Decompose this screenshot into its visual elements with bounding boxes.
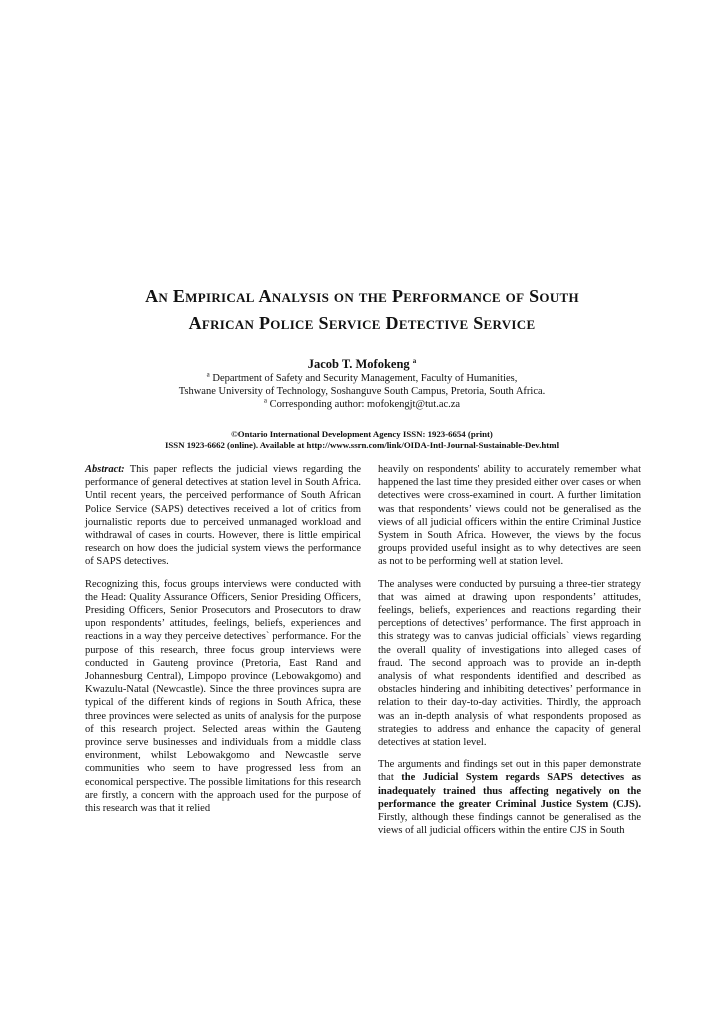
paper-title — [72, 283, 652, 337]
corresponding-author-text: Corresponding author: mofokengjt@tut.ac.za — [269, 399, 461, 410]
affiliation-line-1 — [72, 372, 652, 385]
publisher-block — [72, 429, 652, 451]
abstract-paragraph-5-regular-start: The arguments and findings set out in this paper demonstrate that — [378, 759, 641, 784]
corresponding-author-line — [72, 398, 652, 411]
affiliation-superscript: a — [206, 370, 210, 379]
abstract-label: Abstract: — [85, 464, 125, 475]
corresponding-superscript: a — [263, 396, 267, 405]
abstract-paragraph-1 — [85, 463, 361, 569]
abstract-paragraph-1-text: This paper reflects the judicial views regarding the performance of general detectives at station level in South Africa. Until recent years, the perceived performance of South African Police Service (SAPS) detectives received a lot of critics from journalistic reports due to perceived unmanaged workload and withdrawal of cases in courts. However, there is little empirical research on how does the judicial system views the performance of SAPS detectives. — [85, 464, 361, 568]
left-column — [85, 463, 361, 824]
affiliation-line-2: Tshwane University of Technology, Soshanguve South Campus, Pretoria, South Africa. — [178, 386, 546, 397]
publisher-line-1: ©Ontario International Development Agency ISSN: 1923-6654 (print) — [231, 429, 493, 439]
author-superscript: a — [412, 356, 417, 365]
affiliation-line-1-text: Department of Safety and Security Management, Faculty of Humanities, — [212, 373, 518, 384]
author-name — [72, 356, 652, 372]
abstract-paragraph-5 — [378, 758, 641, 837]
abstract-paragraph-5-regular-end: Firstly, although these findings cannot be generalised as the views of all judicial officers within the entire CJS in South — [378, 812, 641, 837]
abstract-paragraph-3: heavily on respondents' ability to accurately remember what happened the last time they presided either over cases or when detectives were cross-examined in court. A further limitation was that respondents’ views could not be generalised as the views of all judicial officers within the entire Criminal Justice System in South Africa. However, the views by the focus groups provided useful insight as to why detectives are seen as not to be performing well at station level. — [378, 464, 641, 568]
right-column — [378, 463, 641, 846]
paper-title-line-1: An Empirical Analysis on the Performance of South — [145, 286, 579, 306]
publisher-line-2: ISSN 1923-6662 (online). Available at http://www.ssrn.com/link/OIDA-Intl-Journal-Sustainable-Dev.html — [164, 440, 560, 450]
abstract-paragraph-5-bold-run: the Judicial System regards SAPS detectives as inadequately trained thus affecting negatively on the performance the greater Criminal Justice System (CJS). — [378, 772, 641, 810]
abstract-paragraph-2: Recognizing this, focus groups interviews were conducted with the Head: Quality Assurance Officers, Senior Presiding Officers, Presiding Officers, Senior Prosecutors and Prosecutors to draw upon respondents’ attitudes, feelings, beliefs, experiences and reactions in a way they perceive detectives` performance. For the purpose of this research, three focus group interviews were conducted in Gauteng province (Pretoria, East Rand and Johannesburg Central), Limpopo province (Lebowakgomo) and Kwazulu-Natal (Newcastle). Since the three provinces supra are typical of the different kinds of regions in South Africa, these three provinces were selected as units of analysis for the purpose of this research project. Selected areas within the Gauteng province serve businesses and individuals from a middle class environment, whilst Lebowakgomo and Newcastle serve communities who seem to have progressed less from an economical perspective. The possible limitations for this research are firstly, a concern with the approach used for the purpose of this research was that it relied — [85, 578, 361, 815]
author-block — [72, 356, 652, 411]
author-name-text: Jacob T. Mofokeng — [307, 357, 410, 371]
paper-title-line-2: African Police Service Detective Service — [188, 313, 536, 333]
abstract-paragraph-4: The analyses were conducted by pursuing a three-tier strategy that was aimed at drawing upon respondents’ attitudes, feelings, beliefs, experiences and reactions regarding their perceptions of detectives’ performance. The first approach in this strategy was to canvas judicial officials` views regarding the overall quality of investigations into alleged cases of fraud. The second approach was to provide an in-depth analysis of what respondents identified and described as obstacles hindering and inhibiting detectives’ performance in relation to their day-to-day activities. Thirdly, the approach was an in-depth analysis of what respondents proposed as strategies to address and enhance the capacity of general detectives at station level. — [378, 578, 641, 749]
